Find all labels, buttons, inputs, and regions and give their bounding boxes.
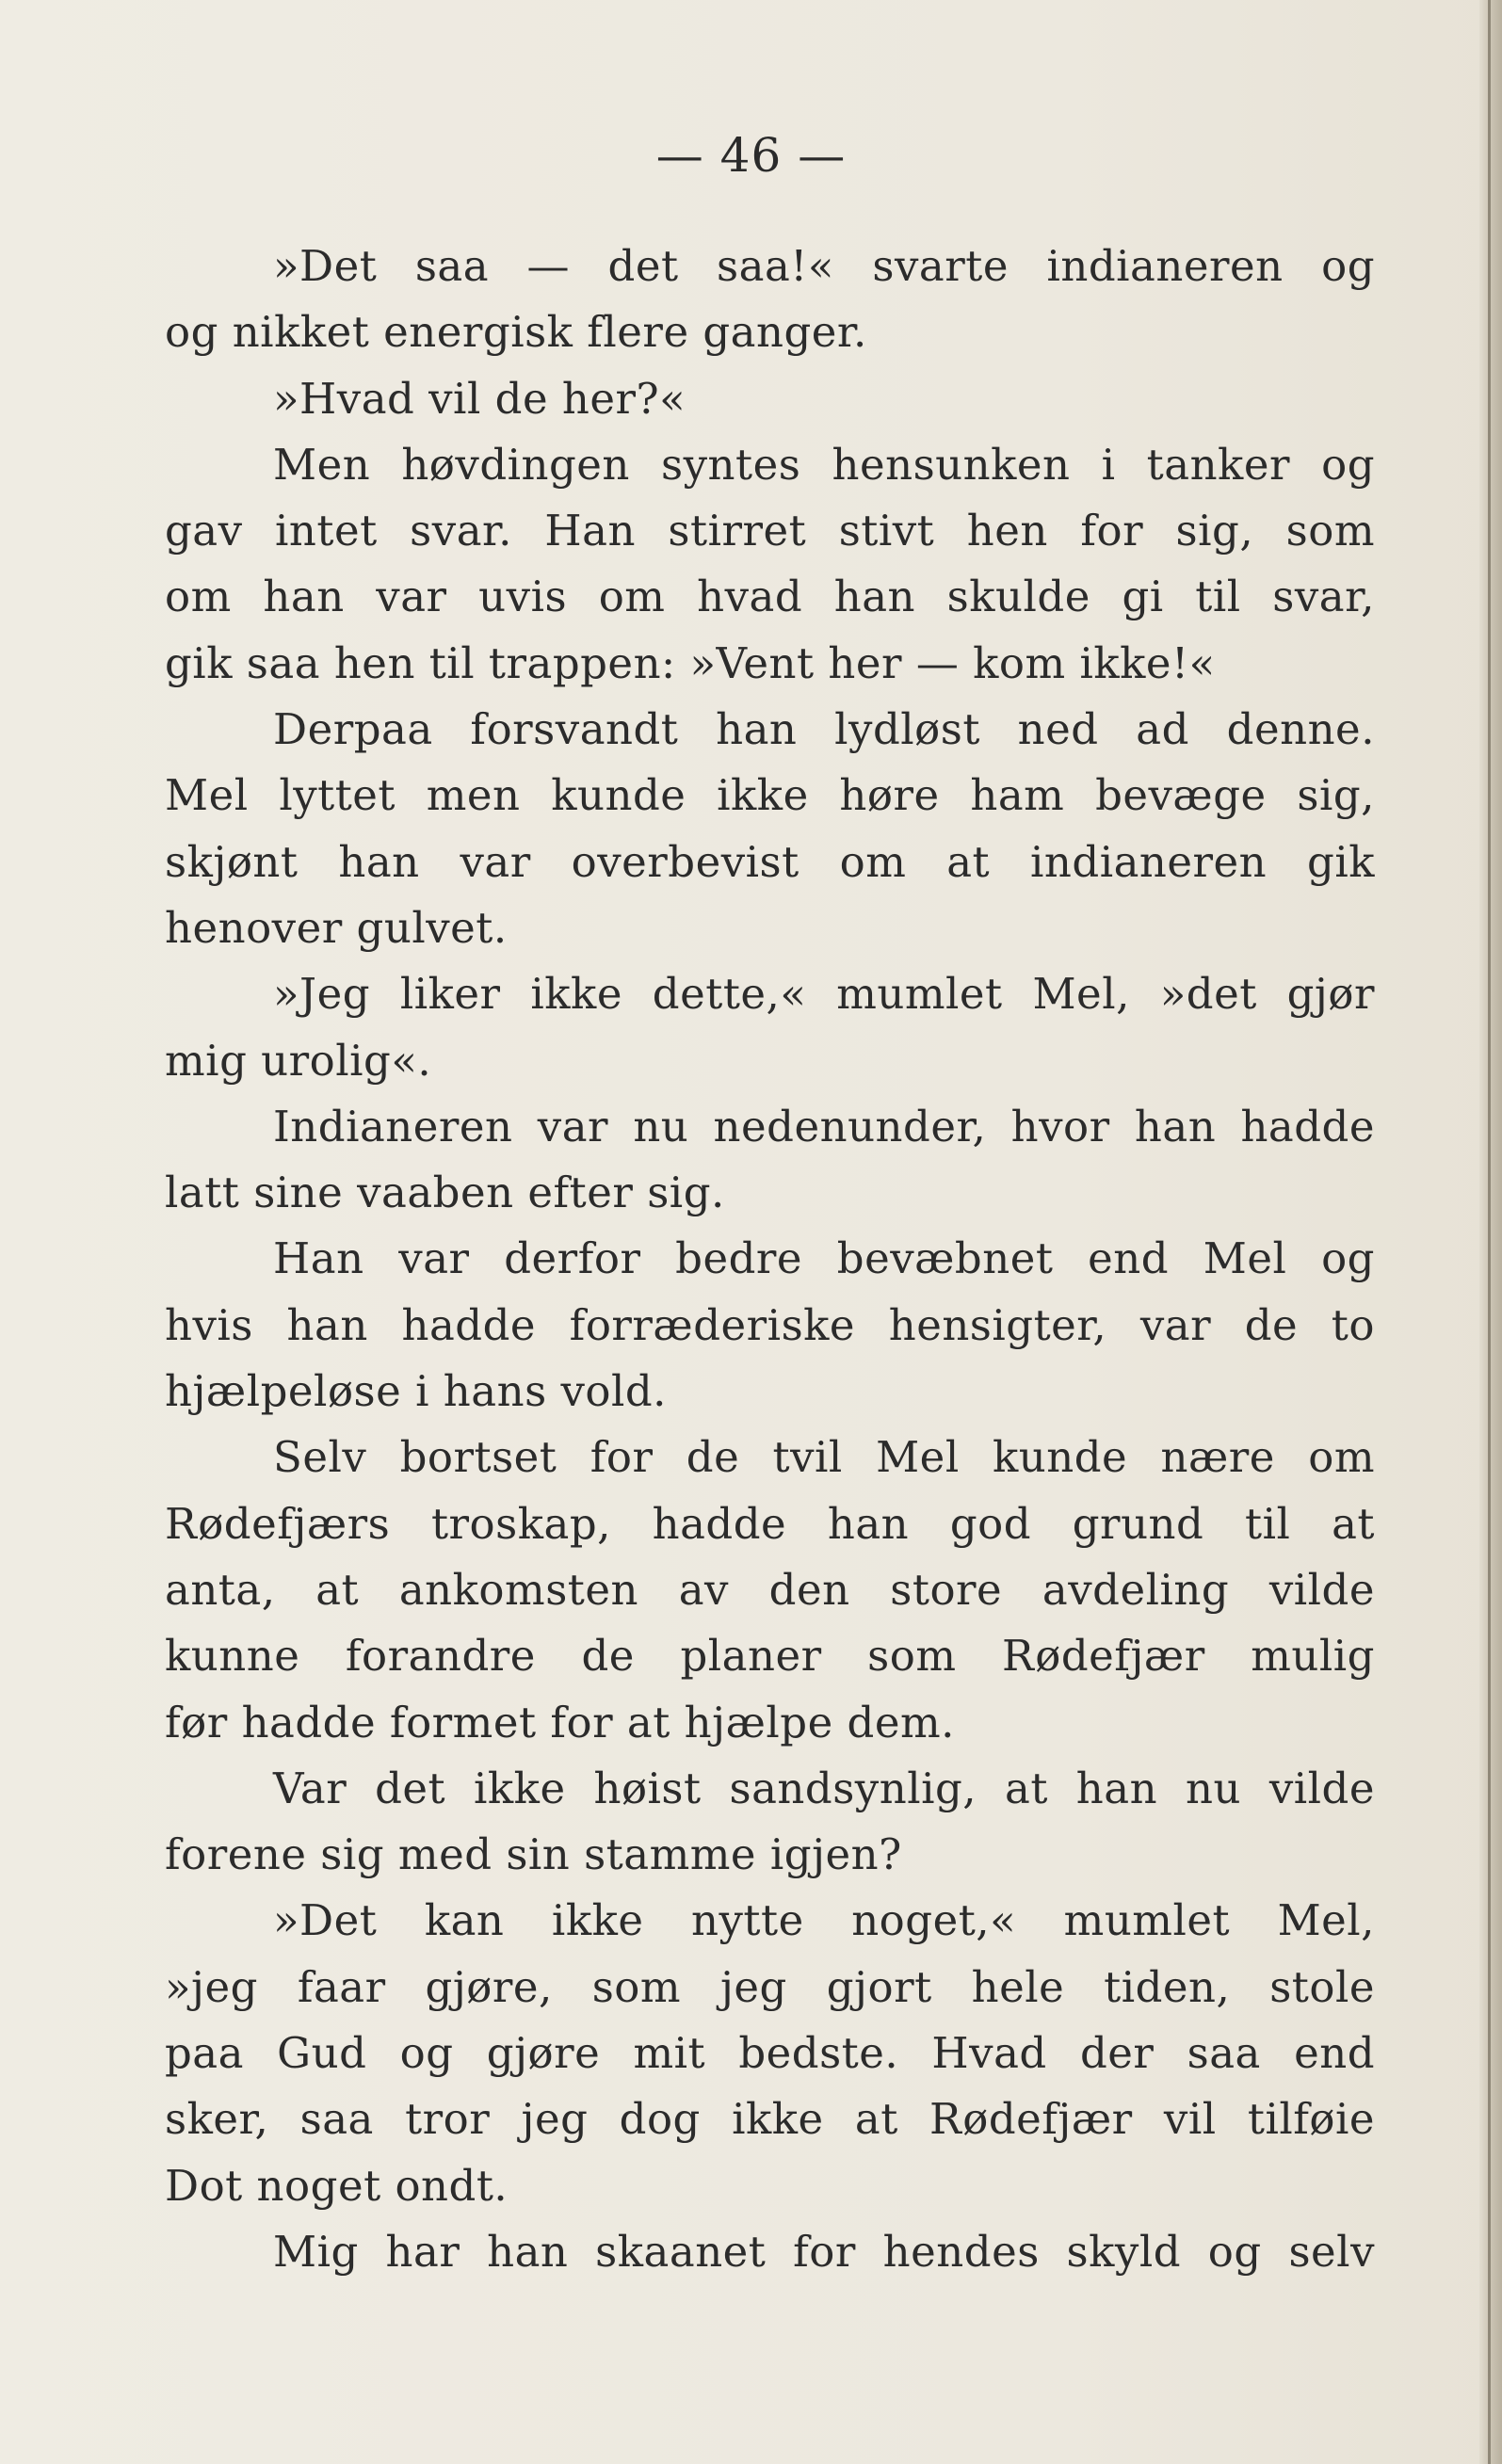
text-line: »Hvad vil de her?« — [273, 373, 686, 424]
text-line: Mel lyttet men kunde ikke høre ham bevæge sig, — [165, 770, 1375, 821]
text-line: skjønt han var overbevist om at indianeren gik — [165, 836, 1375, 887]
text-line: og nikket energisk flere ganger. — [165, 307, 867, 358]
text-line: »Det saa — det saa!« svarte indianeren og — [273, 241, 1375, 291]
page-edge — [1479, 0, 1502, 2464]
text-line: gik saa hen til trappen: »Vent her — kom ikke!« — [165, 637, 1216, 688]
text-line: anta, at ankomsten av den store avdeling vilde — [165, 1564, 1375, 1615]
text-line: kunne forandre de planer som Rødefjær mulig — [165, 1631, 1375, 1682]
text-line: Derpaa forsvandt han lydløst ned ad denne. — [273, 704, 1375, 755]
text-line: hvis han hadde forræderiske hensigter, var de to — [165, 1299, 1375, 1350]
text-line: Selv bortset for de tvil Mel kunde nære om — [273, 1432, 1375, 1483]
text-line: om han var uvis om hvad han skulde gi til svar, — [165, 572, 1375, 622]
text-line: Rødefjærs troskap, hadde han god grund til at — [165, 1498, 1375, 1549]
text-line: »jeg faar gjøre, som jeg gjort hele tiden, stole — [165, 1961, 1375, 2012]
text-line: forene sig med sin stamme igjen? — [165, 1829, 902, 1880]
text-line: mig urolig«. — [165, 1035, 432, 1086]
text-line: Indianeren var nu nedenunder, hvor han hadde — [273, 1101, 1375, 1151]
text-line: sker, saa tror jeg dog ikke at Rødefjær vil tilføie — [165, 2094, 1375, 2145]
text-line: Han var derfor bedre bevæbnet end Mel og — [273, 1233, 1375, 1284]
text-line: latt sine vaaben efter sig. — [165, 1168, 725, 1218]
page-edge-line — [1488, 0, 1491, 2464]
body-text — [165, 234, 1375, 2285]
text-line: Mig har han skaanet for hendes skyld og selv — [273, 2226, 1375, 2277]
text-line: hjælpeløse i hans vold. — [165, 1366, 667, 1417]
text-line: »Det kan ikke nytte noget,« mumlet Mel, — [273, 1895, 1375, 1946]
text-line: Men høvdingen syntes hensunken i tanker og — [273, 439, 1375, 490]
page-number: — 46 — — [655, 128, 847, 183]
text-line: paa Gud og gjøre mit bedste. Hvad der saa end — [165, 2028, 1375, 2079]
text-line: »Jeg liker ikke dette,« mumlet Mel, »det gjør — [273, 969, 1375, 1020]
text-line: henover gulvet. — [165, 902, 508, 953]
text-line: Var det ikke høist sandsynlig, at han nu vilde — [273, 1763, 1375, 1813]
text-line: før hadde formet for at hjælpe dem. — [165, 1697, 955, 1747]
text-line: gav intet svar. Han stirret stivt hen for sig, som — [165, 506, 1375, 556]
text-line: Dot noget ondt. — [165, 2160, 509, 2211]
